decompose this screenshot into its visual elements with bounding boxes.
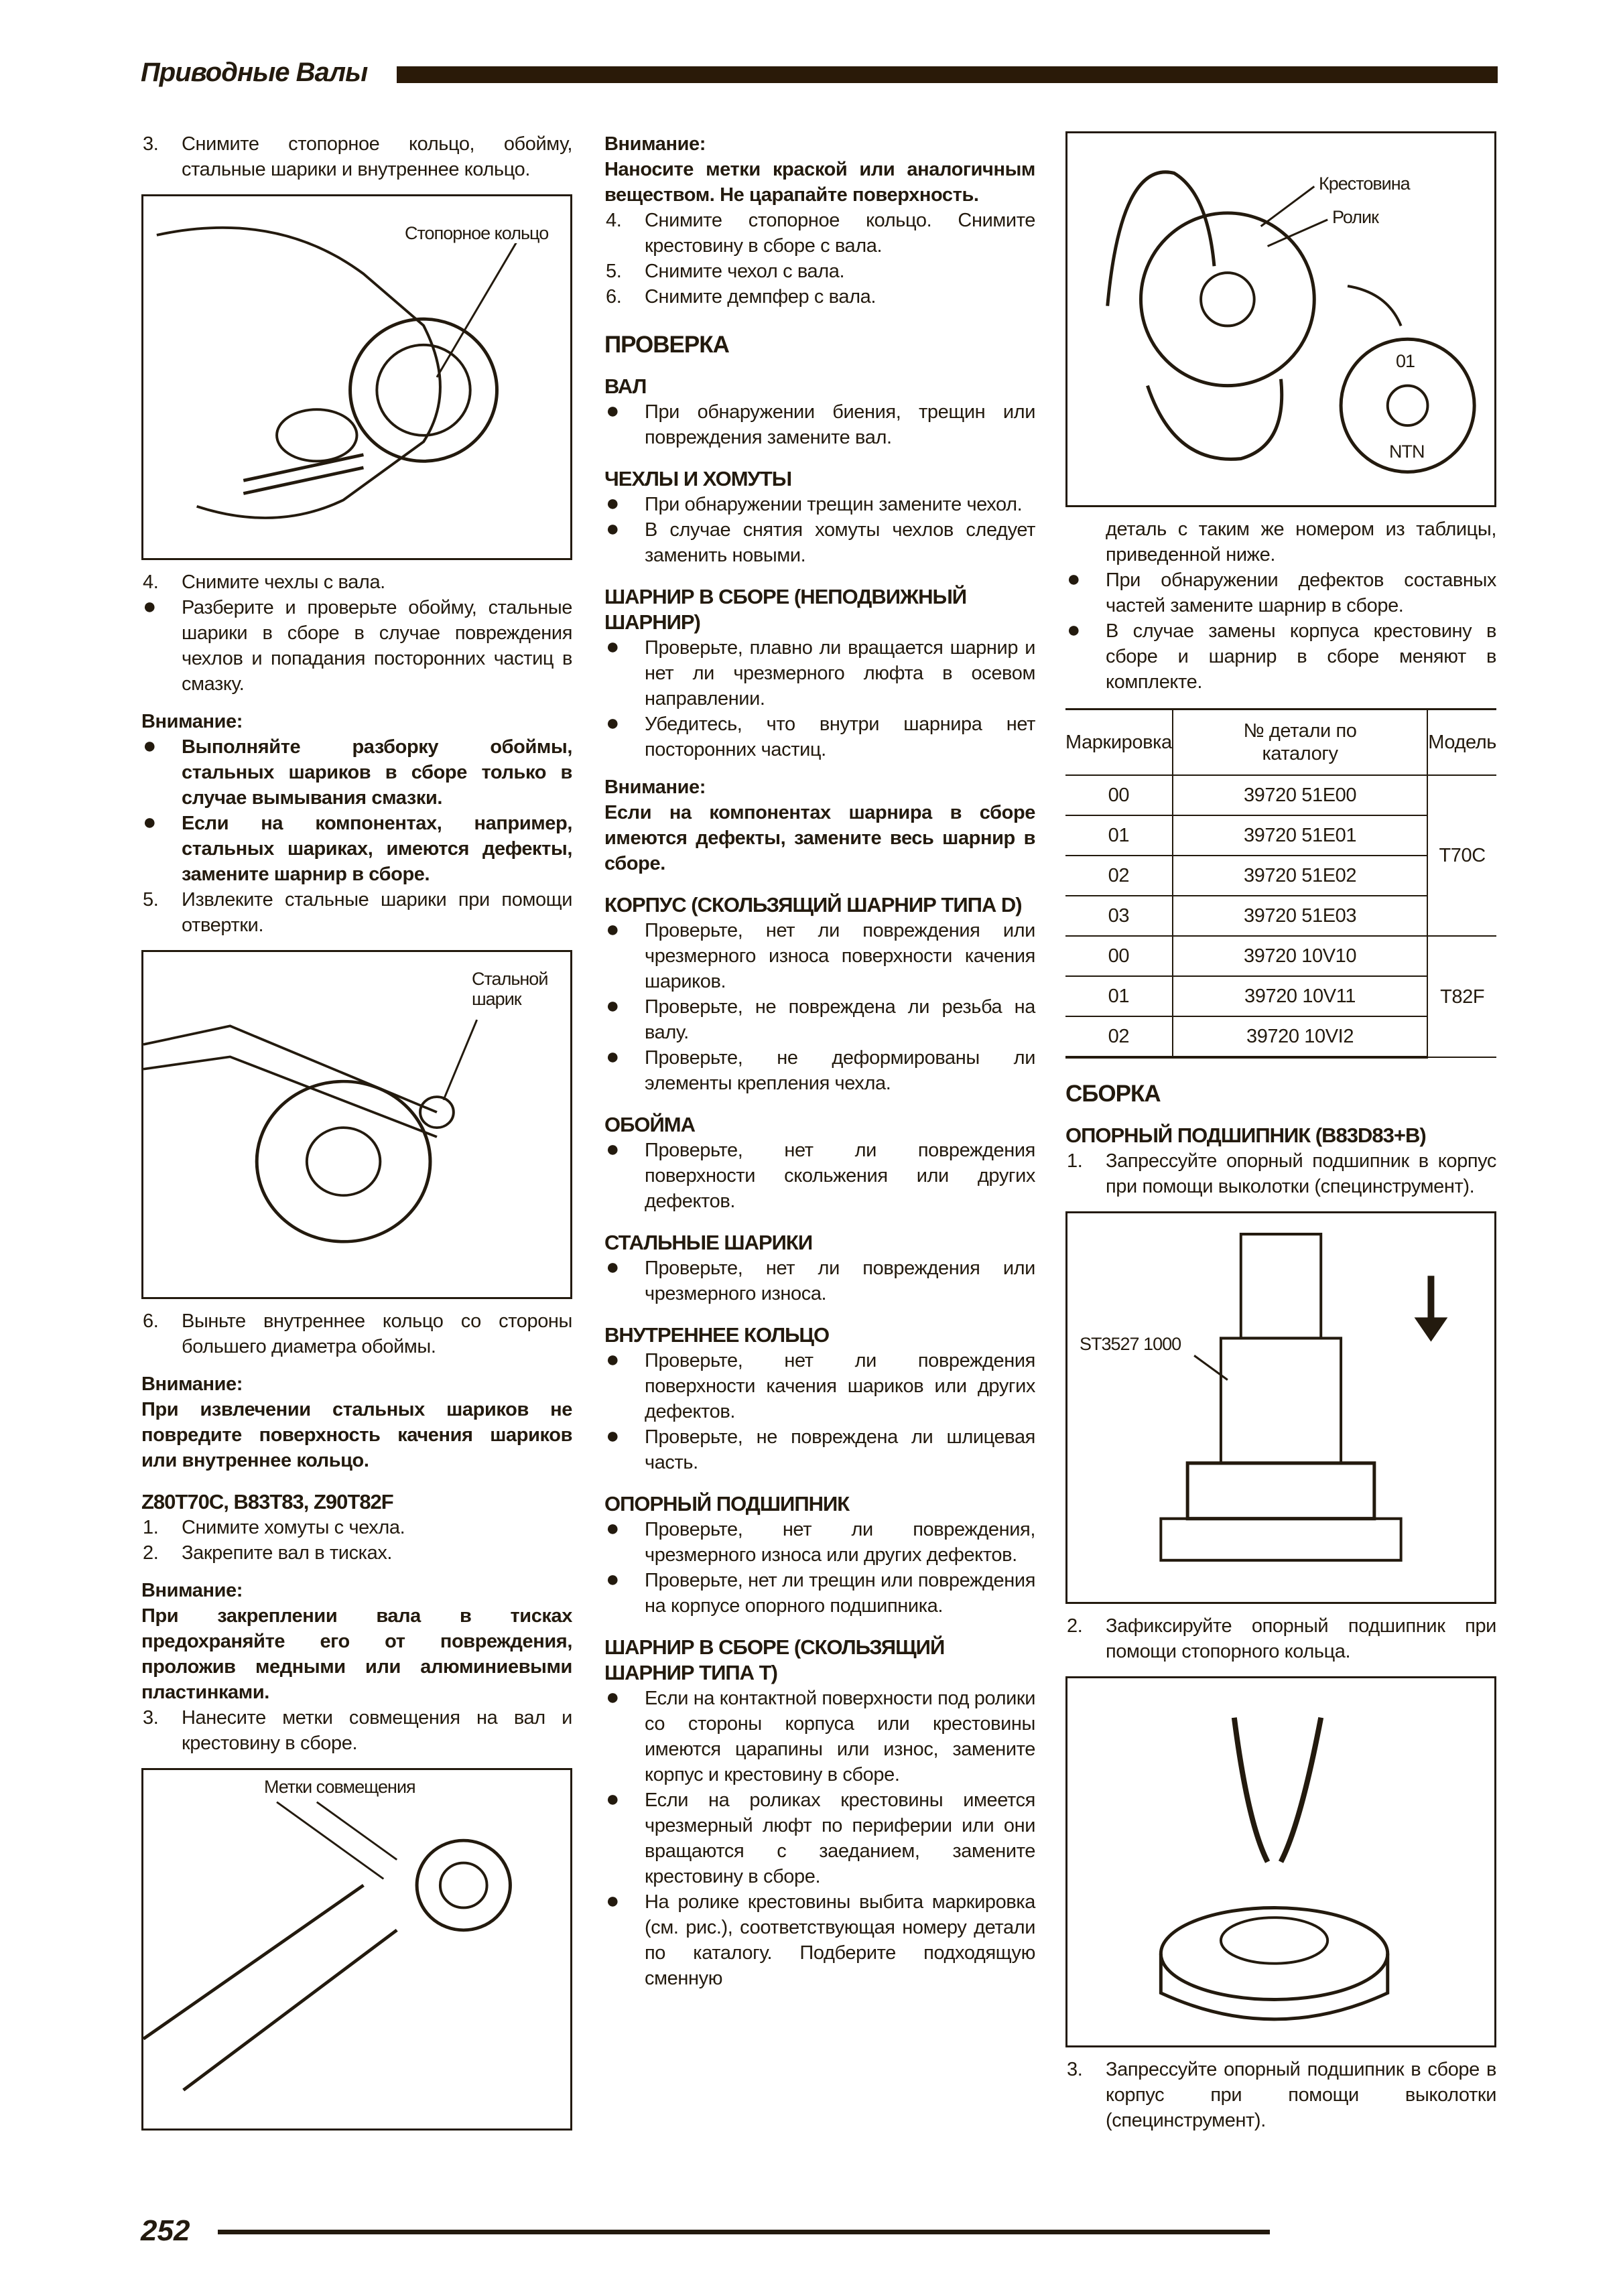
paragraph: деталь с таким же номером из таблицы, приведенной ниже.	[1106, 519, 1496, 565]
bullet-icon: ●	[606, 1786, 620, 1812]
bullet-text: Проверьте, не повреждена ли резьба на валу.	[645, 996, 1035, 1043]
bullet-item	[604, 1787, 1035, 1889]
bullet-text: При обнаружении дефектов составных частей замените шарнир в сборе.	[1106, 569, 1496, 616]
column-header: Маркировка	[1065, 710, 1173, 776]
numbered-step	[141, 1540, 572, 1566]
numbered-step	[141, 569, 572, 595]
numbered-step	[141, 131, 572, 182]
subsection-heading: СТАЛЬНЫЕ ШАРИКИ	[604, 1231, 813, 1254]
illustration	[141, 950, 572, 1299]
numbered-step	[604, 284, 1035, 310]
bullet-item	[604, 1348, 1035, 1424]
bullet-text: Проверьте, не повреждена ли шлицевая часть.	[645, 1426, 1035, 1473]
illustration-drawing	[143, 1770, 570, 2129]
attention-text: При извлечении стальных шариков не повредите поверхность качения шариков или внутреннее кольцо.	[141, 1399, 572, 1471]
bullet-item	[604, 1424, 1035, 1475]
bullet-icon: ●	[606, 1684, 620, 1710]
column-header: № детали по каталогу	[1173, 710, 1428, 776]
bullet-item	[141, 811, 572, 887]
step-text: Закрепите вал в тисках.	[182, 1542, 393, 1564]
bullet-icon: ●	[606, 1423, 620, 1448]
step-text: Снимите чехлы с вала.	[182, 571, 385, 593]
bullet-text: Если на контактной поверхности под ролики со стороны корпуса или крестовины имеются царапины или износ, замените корпус и крестовину в сборе.	[645, 1688, 1035, 1785]
step-text: Запрессуйте опорный подшипник в корпус при помощи выколотки (специнструмент).	[1106, 1150, 1496, 1197]
bullet-icon: ●	[606, 516, 620, 541]
step-number: 4.	[143, 571, 159, 593]
bullet-item	[604, 399, 1035, 450]
numbered-step	[141, 1705, 572, 1756]
bullet-icon: ●	[606, 1347, 620, 1372]
bullet-text: Проверьте, нет ли повреждения, чрезмерного износа или других дефектов.	[645, 1519, 1035, 1566]
table-header-row	[1065, 710, 1496, 776]
bullet-icon: ●	[606, 993, 620, 1018]
marking-cell: 01	[1065, 815, 1173, 856]
callout-label: ST3527 1000	[1080, 1334, 1181, 1354]
part-number-cell: 39720 10VI2	[1173, 1016, 1428, 1057]
model-cell: T70C	[1427, 775, 1496, 936]
illustration	[1065, 1211, 1496, 1604]
subsection-heading: ЧЕХЛЫ И ХОМУТЫ	[604, 467, 792, 490]
illustration-drawing	[1067, 1678, 1494, 2045]
callout-label: Метки совмещения	[264, 1777, 415, 1797]
callout-label: Крестовина	[1319, 174, 1410, 194]
bullet-item	[604, 1256, 1035, 1306]
callout-label: 01	[1396, 351, 1415, 371]
step-number: 6.	[143, 1310, 159, 1332]
bullet-item	[604, 1889, 1035, 1991]
bullet-text: Проверьте, нет ли повреждения или чрезмерного износа поверхности качения шариков.	[645, 920, 1035, 992]
step-number: 3.	[1067, 2059, 1083, 2080]
bullet-icon: ●	[606, 917, 620, 942]
bullet-text: Проверьте, нет ли повреждения или чрезмерного износа.	[645, 1258, 1035, 1304]
bullet-text: Разберите и проверьте обойму, стальные шарики в сборе в случае повреждения чехлов и попадания посторонних частиц в смазку.	[182, 597, 572, 695]
subsection-heading: ОБОЙМА	[604, 1113, 695, 1136]
illustration	[1065, 1676, 1496, 2047]
part-number-cell: 39720 51E02	[1173, 856, 1428, 896]
bullet-icon: ●	[143, 594, 157, 619]
numbered-step	[1065, 1613, 1496, 1664]
marking-cell: 02	[1065, 856, 1173, 896]
step-number: 2.	[143, 1542, 159, 1564]
bullet-icon: ●	[606, 710, 620, 736]
subsection-heading: Z80T70C, B83T83, Z90T82F	[141, 1490, 393, 1513]
marking-cell: 01	[1065, 976, 1173, 1016]
step-text: Снимите стопорное кольцо. Снимите крестовину в сборе с вала.	[645, 210, 1035, 257]
column-3	[1065, 131, 1496, 2133]
callout-label: NTN	[1389, 442, 1425, 462]
step-number: 2.	[1067, 1615, 1083, 1637]
subsection-heading: ОПОРНЫЙ ПОДШИПНИК (B83D83+B)	[1065, 1124, 1426, 1147]
numbered-step	[604, 259, 1035, 284]
page-number: 252	[141, 2214, 190, 2247]
attention-label: Внимание:	[141, 1580, 243, 1601]
numbered-step	[141, 1308, 572, 1359]
column-2	[604, 131, 1035, 1991]
step-text: Нанесите метки совмещения на вал и крестовину в сборе.	[182, 1707, 572, 1754]
step-text: Извлеките стальные шарики при помощи отвертки.	[182, 889, 572, 936]
part-number-cell: 39720 51E00	[1173, 775, 1428, 815]
callout-label: Ролик	[1332, 207, 1378, 227]
step-number: 3.	[143, 133, 159, 155]
bullet-text: Проверьте, нет ли трещин или повреждения на корпусе опорного подшипника.	[645, 1570, 1035, 1617]
numbered-step	[1065, 2057, 1496, 2133]
bullet-text: В случае замены корпуса крестовину в сборе и шарнир в сборе меняют в комплекте.	[1106, 620, 1496, 693]
column-header: Модель	[1427, 710, 1496, 776]
bullet-text: Проверьте, не деформированы ли элементы крепления чехла.	[645, 1047, 1035, 1094]
bullet-text: При обнаружении биения, трещин или повреждения замените вал.	[645, 401, 1035, 448]
footer-rule	[218, 2230, 1270, 2234]
subsection-heading: ВНУТРЕННЕЕ КОЛЬЦО	[604, 1323, 830, 1347]
bullet-icon: ●	[606, 1254, 620, 1280]
section-heading: ПРОВЕРКА	[604, 332, 729, 358]
step-number: 6.	[606, 286, 622, 308]
bullet-text: В случае снятия хомуты чехлов следует заменить новыми.	[645, 519, 1035, 566]
step-text: Выньте внутреннее кольцо со стороны большего диаметра обоймы.	[182, 1310, 572, 1357]
part-number-cell: 39720 51E03	[1173, 896, 1428, 936]
bullet-item	[604, 1568, 1035, 1619]
step-number: 1.	[143, 1517, 159, 1538]
bullet-item	[1065, 618, 1496, 695]
step-number: 1.	[1067, 1150, 1083, 1172]
attention-label: Внимание:	[604, 776, 706, 798]
step-text: Снимите хомуты с чехла.	[182, 1517, 405, 1538]
bullet-item	[604, 635, 1035, 712]
column-1	[141, 131, 572, 2140]
table-row	[1065, 775, 1496, 815]
step-number: 5.	[143, 889, 159, 910]
bullet-icon: ●	[606, 490, 620, 516]
bullet-item	[141, 595, 572, 697]
step-text: Снимите стопорное кольцо, обойму, стальные шарики и внутреннее кольцо.	[182, 133, 572, 180]
bullet-text: Проверьте, плавно ли вращается шарнир и нет ли чрезмерного люфта в осевом направлении.	[645, 637, 1035, 710]
bullet-icon: ●	[606, 1515, 620, 1541]
subsection-heading: ШАРНИР В СБОРЕ (НЕПОДВИЖНЫЙ ШАРНИР)	[604, 585, 967, 634]
attention-label: Внимание:	[604, 133, 706, 155]
callout-label: Стопорное кольцо	[405, 223, 549, 243]
bullet-icon: ●	[143, 809, 157, 835]
bullet-icon: ●	[1067, 617, 1081, 643]
attention-text: При закреплении вала в тисках предохраняйте его от повреждения, проложив медными или алюминиевыми пластинками.	[141, 1605, 572, 1703]
bullet-icon: ●	[606, 1888, 620, 1913]
numbered-step	[141, 887, 572, 938]
bullet-text: При обнаружении трещин замените чехол.	[645, 494, 1023, 515]
callout-label: Стальной шарик	[472, 969, 570, 1009]
step-text: Снимите демпфер с вала.	[645, 286, 876, 308]
part-number-cell: 39720 51E01	[1173, 815, 1428, 856]
illustration-drawing	[1067, 1213, 1494, 1602]
section-title: Приводные Валы	[141, 58, 368, 87]
bullet-icon: ●	[606, 1136, 620, 1162]
marking-cell: 03	[1065, 896, 1173, 936]
bullet-text: Убедитесь, что внутри шарнира нет посторонних частиц.	[645, 714, 1035, 760]
part-number-cell: 39720 10V10	[1173, 936, 1428, 976]
bullet-item	[604, 517, 1035, 568]
marking-cell: 00	[1065, 775, 1173, 815]
bullet-item	[604, 1045, 1035, 1096]
bullet-item	[1065, 567, 1496, 618]
bullet-text: Проверьте, нет ли повреждения поверхности скольжения или других дефектов.	[645, 1140, 1035, 1212]
model-cell: T82F	[1427, 936, 1496, 1057]
marking-cell: 02	[1065, 1016, 1173, 1057]
bullet-item	[604, 1686, 1035, 1787]
bullet-icon: ●	[606, 398, 620, 423]
step-number: 3.	[143, 1707, 159, 1729]
bullet-text: Выполняйте разборку обоймы, стальных шариков в сборе только в случае вымывания смазки.	[182, 736, 572, 809]
bullet-icon: ●	[1067, 566, 1081, 592]
bullet-item	[604, 1138, 1035, 1214]
illustration	[1065, 131, 1496, 507]
attention-text: Наносите метки краской или аналогичным веществом. Не царапайте поверхность.	[604, 159, 1035, 206]
part-number-cell: 39720 10V11	[1173, 976, 1428, 1016]
numbered-step	[141, 1515, 572, 1540]
bullet-item	[604, 1517, 1035, 1568]
bullet-icon: ●	[606, 634, 620, 659]
bullet-text: Если на роликах крестовины имеется чрезмерный люфт по периферии или они вращаются с заеданием, замените крестовину в сборе.	[645, 1789, 1035, 1887]
illustration	[141, 1768, 572, 2131]
numbered-step	[1065, 1148, 1496, 1199]
step-text: Снимите чехол с вала.	[645, 261, 845, 282]
step-text: Запрессуйте опорный подшипник в сборе в корпус при помощи выколотки (специнструмент).	[1106, 2059, 1496, 2131]
step-text: Зафиксируйте опорный подшипник при помощи стопорного кольца.	[1106, 1615, 1496, 1662]
illustration	[141, 194, 572, 560]
subsection-heading: ВАЛ	[604, 375, 647, 398]
parts-table	[1065, 708, 1496, 1059]
marking-cell: 00	[1065, 936, 1173, 976]
subsection-heading: КОРПУС (СКОЛЬЗЯЩИЙ ШАРНИР ТИПА D)	[604, 893, 1022, 917]
bullet-item	[604, 712, 1035, 762]
bullet-icon: ●	[606, 1566, 620, 1592]
table-row	[1065, 936, 1496, 976]
bullet-item	[141, 734, 572, 811]
bullet-item	[604, 492, 1035, 517]
subsection-heading: ШАРНИР В СБОРЕ (СКОЛЬЗЯЩИЙ ШАРНИР ТИПА Т)	[604, 1635, 945, 1684]
numbered-step	[604, 208, 1035, 259]
bullet-text: На ролике крестовины выбита маркировка (см. рис.), соответствующая номеру детали по каталогу. Подберите подходящую сменную	[645, 1891, 1035, 1989]
illustration-drawing	[1067, 133, 1494, 505]
bullet-item	[604, 918, 1035, 994]
attention-label: Внимание:	[141, 1373, 243, 1395]
bullet-icon: ●	[143, 733, 157, 758]
attention-label: Внимание:	[141, 711, 243, 732]
illustration-drawing	[143, 196, 570, 558]
attention-text: Если на компонентах шарнира в сборе имеются дефекты, замените весь шарнир в сборе.	[604, 802, 1035, 874]
step-number: 5.	[606, 261, 622, 282]
bullet-item	[604, 994, 1035, 1045]
header-bar	[397, 66, 1498, 83]
bullet-text: Если на компонентах, например, стальных шариках, имеются дефекты, замените шарнир в сборе.	[182, 813, 572, 885]
bullet-text: Проверьте, нет ли повреждения поверхности качения шариков или других дефектов.	[645, 1350, 1035, 1422]
bullet-icon: ●	[606, 1044, 620, 1069]
subsection-heading: ОПОРНЫЙ ПОДШИПНИК	[604, 1492, 850, 1515]
step-number: 4.	[606, 210, 622, 231]
section-heading: СБОРКА	[1065, 1081, 1161, 1107]
